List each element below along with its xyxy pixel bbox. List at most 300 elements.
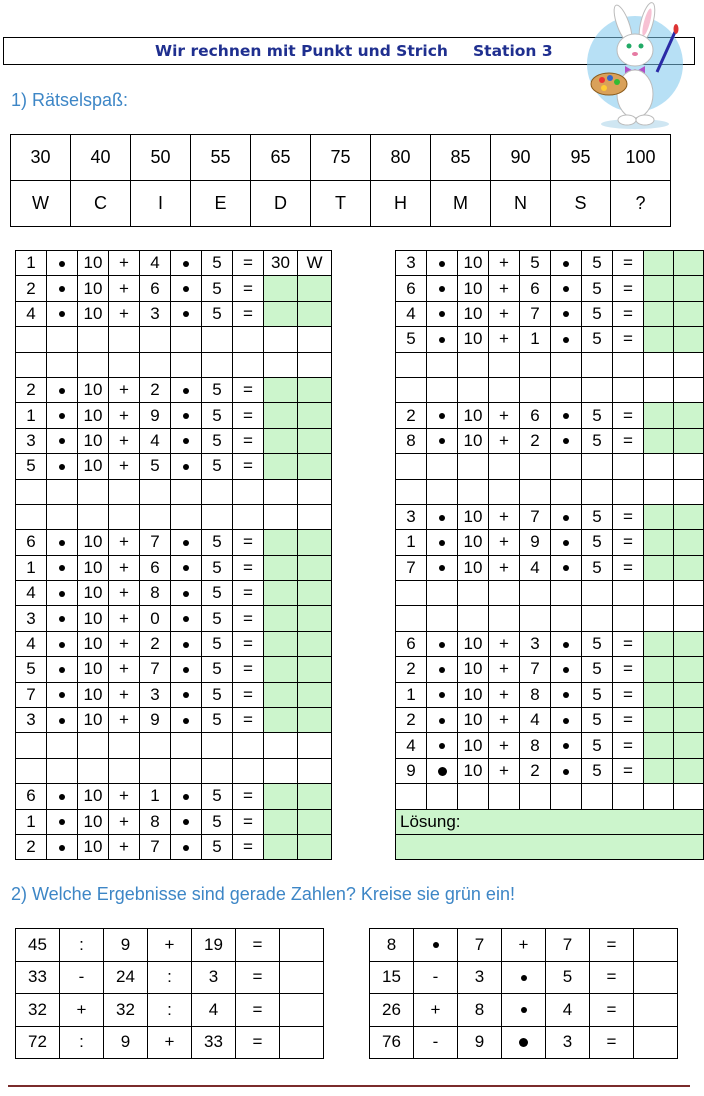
- multiply-dot-icon: [521, 1007, 527, 1013]
- empty-cell: [674, 352, 704, 377]
- key-cell: 50: [131, 135, 191, 181]
- empty-cell: [78, 352, 109, 377]
- exercise-cell: 45: [16, 929, 60, 962]
- table-row: [396, 403, 704, 428]
- exercise-cell: :: [60, 1026, 104, 1059]
- letter-cell: [298, 301, 332, 326]
- exercise-answer-cell[interactable]: [634, 961, 678, 994]
- empty-cell: [644, 377, 674, 402]
- table-row: [16, 834, 332, 859]
- multiply-dot-icon: [563, 667, 569, 673]
- multiply-cell: [427, 733, 458, 758]
- factor-cell: 5: [582, 631, 613, 656]
- factor-cell: 8: [520, 682, 551, 707]
- factor-cell: 5: [582, 682, 613, 707]
- empty-cell: [427, 454, 458, 479]
- table-row: [16, 327, 332, 352]
- empty-cell: [489, 479, 520, 504]
- table-row: [16, 758, 332, 783]
- exercise-answer-cell[interactable]: [280, 929, 324, 962]
- letter-cell: [298, 403, 332, 428]
- factor-cell: 5: [582, 428, 613, 453]
- equals-cell: =: [613, 657, 644, 682]
- empty-cell: [613, 784, 644, 809]
- exercise-cell: +: [60, 994, 104, 1027]
- empty-cell: [140, 504, 171, 529]
- empty-cell: [109, 733, 140, 758]
- plus-cell: +: [109, 606, 140, 631]
- factor-cell: 10: [78, 834, 109, 859]
- plus-cell: +: [489, 708, 520, 733]
- key-cell: 75: [311, 135, 371, 181]
- empty-cell: [489, 352, 520, 377]
- key-cell: 90: [491, 135, 551, 181]
- answer-cell: [644, 733, 674, 758]
- factor-cell: 6: [140, 276, 171, 301]
- multiply-cell: [171, 301, 202, 326]
- key-row-numbers: [11, 135, 671, 181]
- factor-cell: 5: [202, 581, 233, 606]
- multiply-dot-icon: [563, 413, 569, 419]
- plus-cell: +: [109, 454, 140, 479]
- empty-cell: [171, 733, 202, 758]
- empty-cell: [551, 454, 582, 479]
- multiply-dot-icon: [563, 692, 569, 698]
- plus-cell: +: [109, 581, 140, 606]
- empty-cell: [644, 581, 674, 606]
- multiply-dot-icon: [439, 642, 445, 648]
- plus-cell: +: [489, 276, 520, 301]
- equals-cell: =: [233, 657, 264, 682]
- multiply-cell: [551, 251, 582, 276]
- worksheet-title: Wir rechnen mit Punkt und Strich: [155, 42, 448, 60]
- empty-cell: [78, 479, 109, 504]
- answer-cell: [264, 809, 298, 834]
- letter-cell: [674, 530, 704, 555]
- factor-cell: 10: [78, 454, 109, 479]
- multiply-dot-icon: [183, 565, 189, 571]
- multiply-dot-icon: [183, 819, 189, 825]
- multiply-cell: [171, 251, 202, 276]
- empty-cell: [551, 479, 582, 504]
- answer-cell: [644, 530, 674, 555]
- answer-cell: [264, 784, 298, 809]
- empty-cell: [613, 454, 644, 479]
- equals-cell: =: [613, 251, 644, 276]
- multiply-dot-icon: [183, 794, 189, 800]
- empty-cell: [396, 454, 427, 479]
- table-row: [396, 784, 704, 809]
- factor-cell: 5: [202, 657, 233, 682]
- empty-cell: [520, 479, 551, 504]
- key-cell: I: [131, 181, 191, 227]
- multiply-cell: [171, 657, 202, 682]
- key-cell: H: [371, 181, 431, 227]
- empty-cell: [396, 606, 427, 631]
- exercise-cell: =: [236, 1026, 280, 1059]
- empty-cell: [16, 504, 47, 529]
- station-label: Station 3: [473, 42, 553, 60]
- exercise-cell: +: [414, 994, 458, 1027]
- table-row: [396, 758, 704, 783]
- plus-cell: +: [109, 276, 140, 301]
- multiply-dot-icon: [59, 464, 65, 470]
- factor-cell: 5: [202, 631, 233, 656]
- exercise-answer-cell[interactable]: [280, 994, 324, 1027]
- empty-cell: [233, 504, 264, 529]
- empty-cell: [396, 479, 427, 504]
- empty-cell: [202, 479, 233, 504]
- plus-cell: +: [489, 327, 520, 352]
- factor-cell: 10: [458, 708, 489, 733]
- answer-cell: [644, 631, 674, 656]
- empty-cell: [458, 352, 489, 377]
- factor-cell: 5: [582, 251, 613, 276]
- table-row: [16, 352, 332, 377]
- key-row-letters: [11, 181, 671, 227]
- factor-cell: 1: [520, 327, 551, 352]
- empty-cell: [78, 758, 109, 783]
- multiply-dot-icon: [59, 540, 65, 546]
- multiply-dot-icon: [563, 743, 569, 749]
- multiply-cell: [551, 530, 582, 555]
- factor-cell: 6: [520, 403, 551, 428]
- section-2-heading: 2) Welche Ergebnisse sind gerade Zahlen? Kreise sie grün ein!: [11, 884, 515, 904]
- factor-cell: 10: [78, 555, 109, 580]
- exercise-answer-cell[interactable]: [634, 1026, 678, 1059]
- exercise-answer-cell[interactable]: [634, 929, 678, 962]
- factor-cell: 5: [202, 403, 233, 428]
- table-row: [16, 403, 332, 428]
- empty-cell: [489, 581, 520, 606]
- multiply-cell: [427, 251, 458, 276]
- exercise-2-right-table: [369, 928, 678, 1059]
- multiply-cell: [427, 657, 458, 682]
- factor-cell: 1: [396, 682, 427, 707]
- multiply-dot-icon: [183, 616, 189, 622]
- answer-cell: [264, 276, 298, 301]
- empty-cell: [298, 352, 332, 377]
- equals-cell: =: [233, 631, 264, 656]
- multiply-dot-icon: [433, 942, 439, 948]
- plus-cell: +: [109, 682, 140, 707]
- exercise-cell: 7: [458, 929, 502, 962]
- table-row: [16, 631, 332, 656]
- factor-cell: 1: [16, 809, 47, 834]
- multiply-dot-icon: [439, 337, 445, 343]
- exercise-cell: -: [60, 961, 104, 994]
- factor-cell: 6: [396, 276, 427, 301]
- plus-cell: +: [109, 301, 140, 326]
- equals-cell: =: [613, 327, 644, 352]
- factor-cell: 5: [202, 454, 233, 479]
- letter-cell: [674, 657, 704, 682]
- answer-cell: [644, 682, 674, 707]
- plus-cell: +: [109, 708, 140, 733]
- table-row: [396, 377, 704, 402]
- table-row: [396, 276, 704, 301]
- factor-cell: 10: [78, 606, 109, 631]
- multiply-cell: [502, 961, 546, 994]
- equals-cell: =: [233, 377, 264, 402]
- exercise-cell: +: [148, 929, 192, 962]
- exercise-answer-cell[interactable]: [280, 1026, 324, 1059]
- multiply-cell: [171, 606, 202, 631]
- empty-cell: [298, 479, 332, 504]
- multiply-cell: [502, 994, 546, 1027]
- letter-cell: [298, 276, 332, 301]
- factor-cell: 5: [520, 251, 551, 276]
- letter-cell: [298, 708, 332, 733]
- table-row: [396, 530, 704, 555]
- multiply-cell: [551, 276, 582, 301]
- multiply-cell: [47, 834, 78, 859]
- table-row: [16, 606, 332, 631]
- empty-cell: [582, 581, 613, 606]
- table-row: [16, 733, 332, 758]
- key-cell: 30: [11, 135, 71, 181]
- letter-cell: [674, 403, 704, 428]
- table-row: [16, 377, 332, 402]
- multiply-dot-icon: [439, 261, 445, 267]
- key-cell: 40: [71, 135, 131, 181]
- answer-cell: [264, 555, 298, 580]
- letter-cell: [674, 428, 704, 453]
- multiply-cell: [427, 301, 458, 326]
- equals-cell: =: [233, 581, 264, 606]
- equals-cell: =: [233, 834, 264, 859]
- empty-cell: [551, 377, 582, 402]
- key-cell: N: [491, 181, 551, 227]
- empty-cell: [140, 479, 171, 504]
- factor-cell: 4: [396, 301, 427, 326]
- empty-cell: [427, 606, 458, 631]
- multiply-cell: [551, 327, 582, 352]
- multiply-cell: [551, 708, 582, 733]
- empty-cell: [674, 581, 704, 606]
- factor-cell: 10: [458, 276, 489, 301]
- multiply-cell: [47, 809, 78, 834]
- multiply-dot-icon: [59, 388, 65, 394]
- factor-cell: 2: [16, 377, 47, 402]
- multiply-dot-icon: [183, 388, 189, 394]
- multiply-dot-icon: [59, 819, 65, 825]
- empty-cell: [582, 377, 613, 402]
- multiply-dot-icon: [59, 616, 65, 622]
- empty-cell: [298, 733, 332, 758]
- answer-cell: [264, 428, 298, 453]
- right-calculation-table: [395, 250, 704, 860]
- answer-cell: 30: [264, 251, 298, 276]
- letter-cell: [674, 733, 704, 758]
- letter-cell: [674, 276, 704, 301]
- multiply-cell: [171, 784, 202, 809]
- multiply-cell: [47, 581, 78, 606]
- factor-cell: 3: [396, 504, 427, 529]
- exercise-row: [16, 1026, 324, 1059]
- exercise-cell: =: [590, 1026, 634, 1059]
- empty-cell: [427, 784, 458, 809]
- letter-cell: [674, 708, 704, 733]
- multiply-dot-icon: [183, 464, 189, 470]
- table-row: [396, 555, 704, 580]
- plus-cell: +: [489, 555, 520, 580]
- plus-cell: +: [489, 657, 520, 682]
- letter-cell: [298, 428, 332, 453]
- empty-cell: [489, 377, 520, 402]
- exercise-cell: -: [414, 1026, 458, 1059]
- multiply-cell: [171, 276, 202, 301]
- empty-cell: [427, 581, 458, 606]
- multiply-cell: [427, 530, 458, 555]
- multiply-cell: [427, 682, 458, 707]
- factor-cell: 10: [78, 809, 109, 834]
- multiply-cell: [427, 555, 458, 580]
- factor-cell: 8: [140, 809, 171, 834]
- multiply-dot-icon: [439, 311, 445, 317]
- equals-cell: =: [613, 708, 644, 733]
- empty-cell: [16, 758, 47, 783]
- table-row: [16, 251, 332, 276]
- factor-cell: 7: [520, 504, 551, 529]
- empty-cell: [140, 758, 171, 783]
- empty-cell: [674, 377, 704, 402]
- answer-cell: [644, 327, 674, 352]
- factor-cell: 5: [582, 555, 613, 580]
- factor-cell: 6: [16, 530, 47, 555]
- factor-cell: 2: [520, 428, 551, 453]
- multiply-dot-icon: [183, 540, 189, 546]
- factor-cell: 5: [582, 758, 613, 783]
- empty-cell: [233, 327, 264, 352]
- factor-cell: 10: [458, 682, 489, 707]
- empty-cell: [202, 352, 233, 377]
- plus-cell: +: [109, 377, 140, 402]
- factor-cell: 7: [140, 834, 171, 859]
- key-cell: 65: [251, 135, 311, 181]
- factor-cell: 3: [16, 708, 47, 733]
- empty-cell: [644, 606, 674, 631]
- multiply-cell: [47, 657, 78, 682]
- exercise-cell: :: [148, 994, 192, 1027]
- factor-cell: 10: [458, 403, 489, 428]
- factor-cell: 5: [202, 809, 233, 834]
- factor-cell: 5: [140, 454, 171, 479]
- empty-cell: [644, 454, 674, 479]
- factor-cell: 5: [202, 834, 233, 859]
- factor-cell: 7: [520, 657, 551, 682]
- exercise-answer-cell[interactable]: [280, 961, 324, 994]
- multiply-dot-icon: [563, 337, 569, 343]
- multiply-cell: [551, 631, 582, 656]
- multiply-dot-icon: [59, 591, 65, 597]
- table-row: [396, 479, 704, 504]
- multiply-cell: [47, 606, 78, 631]
- exercise-cell: =: [590, 994, 634, 1027]
- exercise-cell: 33: [192, 1026, 236, 1059]
- table-row: [396, 454, 704, 479]
- key-cell: 55: [191, 135, 251, 181]
- multiply-dot-icon: [59, 413, 65, 419]
- multiply-cell: [551, 301, 582, 326]
- table-row: [16, 784, 332, 809]
- multiply-cell: [551, 428, 582, 453]
- empty-cell: [47, 327, 78, 352]
- key-cell: D: [251, 181, 311, 227]
- factor-cell: 5: [16, 657, 47, 682]
- factor-cell: 1: [16, 555, 47, 580]
- exercise-row: [370, 994, 678, 1027]
- equals-cell: =: [613, 276, 644, 301]
- factor-cell: 6: [16, 784, 47, 809]
- factor-cell: 10: [458, 657, 489, 682]
- multiply-cell: [427, 276, 458, 301]
- factor-cell: 5: [396, 327, 427, 352]
- factor-cell: 6: [140, 555, 171, 580]
- exercise-cell: 3: [458, 961, 502, 994]
- multiply-cell: [427, 758, 458, 783]
- key-cell: M: [431, 181, 491, 227]
- factor-cell: 2: [396, 403, 427, 428]
- empty-cell: [16, 733, 47, 758]
- multiply-dot-icon: [439, 718, 445, 724]
- factor-cell: 1: [16, 403, 47, 428]
- losung-answer-field[interactable]: [396, 834, 704, 859]
- empty-cell: [396, 377, 427, 402]
- factor-cell: 10: [78, 377, 109, 402]
- table-row: [396, 581, 704, 606]
- multiply-dot-icon: [563, 438, 569, 444]
- exercise-answer-cell[interactable]: [634, 994, 678, 1027]
- table-row: [16, 301, 332, 326]
- answer-cell: [264, 403, 298, 428]
- answer-cell: [644, 555, 674, 580]
- factor-cell: 10: [78, 251, 109, 276]
- key-cell: T: [311, 181, 371, 227]
- multiply-cell: [414, 929, 458, 962]
- exercise-cell: =: [590, 961, 634, 994]
- equals-cell: =: [233, 251, 264, 276]
- equals-cell: =: [233, 428, 264, 453]
- letter-cell: [298, 834, 332, 859]
- exercise-cell: -: [414, 961, 458, 994]
- multiply-dot-icon: [439, 743, 445, 749]
- plus-cell: +: [489, 504, 520, 529]
- exercise-cell: =: [236, 994, 280, 1027]
- multiply-cell: [551, 403, 582, 428]
- answer-cell: [264, 581, 298, 606]
- multiply-cell: [47, 251, 78, 276]
- empty-cell: [47, 758, 78, 783]
- empty-cell: [582, 606, 613, 631]
- multiply-cell: [171, 631, 202, 656]
- multiply-cell: [47, 530, 78, 555]
- factor-cell: 10: [78, 428, 109, 453]
- exercise-row: [370, 929, 678, 962]
- factor-cell: 10: [78, 708, 109, 733]
- equals-cell: =: [613, 555, 644, 580]
- empty-cell: [16, 327, 47, 352]
- factor-cell: 7: [396, 555, 427, 580]
- plus-cell: +: [109, 657, 140, 682]
- empty-cell: [47, 504, 78, 529]
- exercise-cell: +: [148, 1026, 192, 1059]
- factor-cell: 9: [140, 403, 171, 428]
- empty-cell: [109, 758, 140, 783]
- factor-cell: 10: [78, 631, 109, 656]
- letter-cell: [298, 809, 332, 834]
- multiply-dot-icon: [563, 286, 569, 292]
